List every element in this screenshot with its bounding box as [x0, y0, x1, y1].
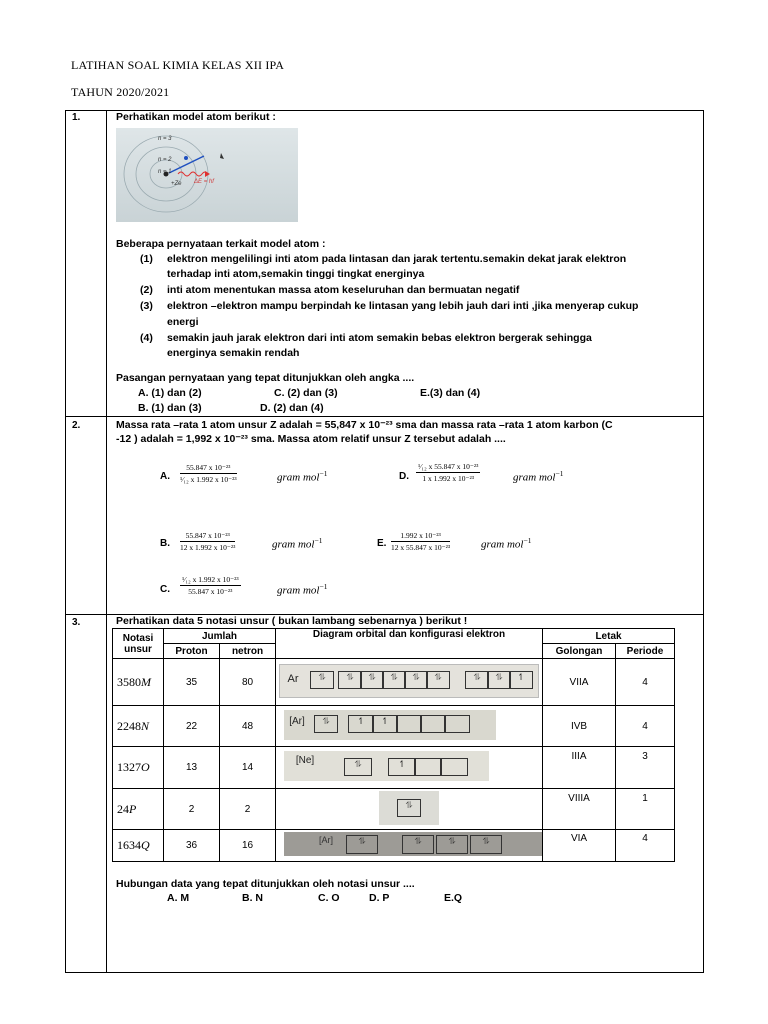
table-row [113, 659, 675, 706]
q2-option-a-fraction [180, 463, 237, 484]
neutron-count: 2 [220, 789, 276, 830]
q2-option-c-numerator: ¹⁄₁₂ x 1.992 x 10⁻²³ [182, 575, 239, 584]
q2-option-e-numerator: 1.992 x 10⁻²³ [391, 531, 450, 542]
q3-option-b[interactable]: B. N [242, 892, 263, 904]
q3-option-e[interactable]: E.Q [444, 892, 463, 904]
notation-m: 3580M [113, 659, 164, 706]
proton-count: 13 [164, 747, 220, 789]
question-3-stem: Hubungan data yang tepat ditunjukkan oleh notasi unsur .... [116, 878, 415, 890]
question-3-prompt: Perhatikan data 5 notasi unsur ( bukan lambang sebenarnya ) berikut ! [116, 615, 468, 627]
orbital-diagram: ⥮ [276, 789, 543, 830]
q1-option-c[interactable]: C. (2) dan (3) [274, 387, 338, 399]
q2-option-b-numerator: 55.847 x 10⁻²³ [180, 531, 235, 542]
question-2-line1: Massa rata –rata 1 atom unsur Z adalah = 55,847 x 10⁻²³ sma dan massa rata –rata 1 atom karbon (C [116, 419, 613, 431]
golongan-value: VIIIA [543, 789, 616, 830]
header-letak: Letak [543, 629, 675, 644]
row-divider-1 [65, 416, 703, 417]
school-year: TAHUN 2020/2021 [71, 85, 170, 99]
header-golongan: Golongan [543, 644, 616, 659]
q2-option-d-unit: gram mol$^{-1}$ [513, 469, 564, 484]
periode-value: 4 [616, 659, 675, 706]
statement-4-line1: semakin jauh jarak elektron dari inti atom semakin bebas elektron bergerak sehingga [167, 332, 592, 344]
table-row [113, 706, 675, 747]
periode-value: 3 [616, 747, 675, 789]
header-diagram: Diagram orbital dan konfigurasi elektron [276, 629, 543, 659]
element-data-table [112, 628, 675, 862]
notation-n: 2248N [113, 706, 164, 747]
question-2-number: 2. [72, 420, 81, 431]
golongan-value: VIA [543, 830, 616, 862]
neutron-count: 48 [220, 706, 276, 747]
table-row [113, 789, 675, 830]
statement-3-line2: energi [167, 316, 199, 328]
q1-option-b[interactable]: B. (1) dan (3) [138, 402, 202, 414]
q2-option-d-label[interactable]: D. [399, 471, 409, 482]
question-2-line2: -12 ) adalah = 1,992 x 10⁻²³ sma. Massa atom relatif unsur Z tersebut adalah .... [116, 433, 506, 445]
table-row [113, 830, 675, 862]
notation-q: 1634Q [113, 830, 164, 862]
statements-intro: Beberapa pernyataan terkait model atom : [116, 238, 326, 250]
energy-label: ΔE = hf [194, 179, 214, 185]
periode-value: 4 [616, 706, 675, 747]
q1-option-d[interactable]: D. (2) dan (4) [260, 402, 324, 414]
orbital-diagram: Ar ⥮ ⥮ ⥮ ⥮ ⥮ ⥮ ⥮ ⥮ ↿ [276, 659, 543, 706]
header-periode: Periode [616, 644, 675, 659]
statement-1-line1: elektron mengelilingi inti atom pada lintasan dan jarak tertentu.semakin dekat jarak elektron [167, 253, 627, 265]
statement-2-line1: inti atom menentukan massa atom keseluruhan dan bermuatan negatif [167, 284, 520, 296]
q1-option-e[interactable]: E.(3) dan (4) [420, 387, 481, 399]
nucleus-label: +Ze [171, 181, 182, 187]
table-row [113, 747, 675, 789]
proton-count: 36 [164, 830, 220, 862]
statement-4-line2: energinya semakin rendah [167, 347, 300, 359]
q2-option-c-denominator: 55.847 x 10⁻²³ [188, 587, 233, 596]
q2-option-b-label[interactable]: B. [160, 538, 170, 549]
orbital-diagram: [Ne] ⥮ ↿ [276, 747, 543, 789]
orbital-diagram: [Ar] ⥮ ⥮ ⥮ ⥮ [276, 830, 543, 862]
atom-model-figure [116, 128, 298, 222]
neutron-count: 16 [220, 830, 276, 862]
header-proton: Proton [164, 644, 220, 659]
question-1-stem: Pasangan pernyataan yang tepat ditunjukkan oleh angka .... [116, 372, 415, 384]
q2-option-d-fraction [416, 462, 480, 483]
q2-option-b-fraction [180, 531, 235, 552]
q2-option-a-label[interactable]: A. [160, 471, 170, 482]
q1-option-a[interactable]: A. (1) dan (2) [138, 387, 202, 399]
q3-option-c[interactable]: C. O [318, 892, 340, 904]
notation-p: 24P [113, 789, 164, 830]
q2-option-d-numerator: ¹⁄₁₂ x 55.847 x 10⁻²³ [418, 462, 479, 471]
orbital-diagram: [Ar] ⥮ ↿ ↿ [276, 706, 543, 747]
q2-option-a-numerator: 55.847 x 10⁻²³ [180, 463, 237, 474]
header-jumlah: Jumlah [164, 629, 276, 644]
worksheet-title: LATIHAN SOAL KIMIA KELAS XII IPA [71, 58, 285, 72]
question-1-prompt: Perhatikan model atom berikut : [116, 111, 276, 123]
golongan-value: IIIA [543, 747, 616, 789]
q2-option-c-label[interactable]: C. [160, 584, 170, 595]
statement-2-number: (2) [140, 284, 153, 296]
notation-o: 1327O [113, 747, 164, 789]
q2-option-a-unit: gram mol$^{-1}$ [277, 469, 328, 484]
q2-option-d-denominator: 1 x 1.992 x 10⁻²³ [422, 474, 474, 483]
question-3-number: 3. [72, 617, 81, 628]
golongan-value: IVB [543, 706, 616, 747]
orbit-label-n2: n = 2 [158, 157, 172, 163]
statement-1-line2: terhadap inti atom,semakin tinggi tingkat energinya [167, 268, 425, 280]
question-1-number: 1. [72, 112, 81, 123]
statement-3-line1: elektron –elektron mampu berpindah ke lintasan yang lebih jauh dari inti ,jika menyerap cukup [167, 300, 639, 312]
q2-option-c-unit: gram mol$^{-1}$ [277, 582, 328, 597]
header-netron: netron [220, 644, 276, 659]
q3-option-d[interactable]: D. P [369, 892, 390, 904]
orbit-label-n1: n = 1 [158, 169, 172, 175]
q2-option-e-unit: gram mol$^{-1}$ [481, 536, 532, 551]
q2-option-e-label[interactable]: E. [377, 538, 387, 549]
q2-option-a-denominator: ¹⁄₁₂ x 1.992 x 10⁻²³ [180, 475, 237, 484]
bohr-model-diagram [116, 128, 298, 222]
proton-count: 22 [164, 706, 220, 747]
periode-value: 1 [616, 789, 675, 830]
q2-option-b-unit: gram mol$^{-1}$ [272, 536, 323, 551]
statement-4-number: (4) [140, 332, 153, 344]
column-divider [106, 110, 107, 972]
proton-count: 35 [164, 659, 220, 706]
statement-3-number: (3) [140, 300, 153, 312]
header-notasi: Notasi unsur [113, 629, 164, 659]
orbit-label-n3: n = 3 [158, 136, 172, 142]
neutron-count: 80 [220, 659, 276, 706]
q2-option-e-denominator: 12 x 55.847 x 10⁻²³ [391, 543, 451, 552]
statement-1-number: (1) [140, 253, 153, 265]
periode-value: 4 [616, 830, 675, 862]
q2-option-c-fraction [180, 575, 241, 596]
q2-option-e-fraction [391, 531, 450, 552]
neutron-count: 14 [220, 747, 276, 789]
q3-option-a[interactable]: A. M [167, 892, 190, 904]
q2-option-b-denominator: 12 x 1.992 x 10⁻²³ [180, 543, 236, 552]
proton-count: 2 [164, 789, 220, 830]
golongan-value: VIIA [543, 659, 616, 706]
